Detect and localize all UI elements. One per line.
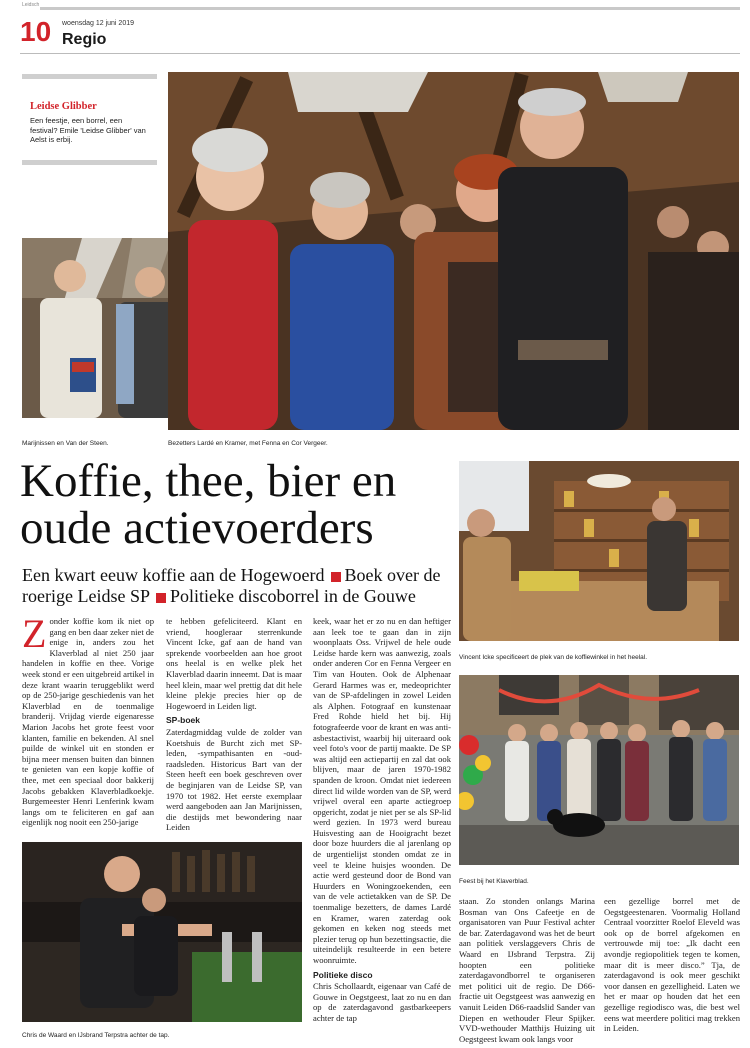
top-tiny-mark: Leidsch — [22, 2, 40, 8]
photo-feest-klaverblad — [459, 675, 739, 865]
column-2-text-a: te hebben gefeliciteerd. Klant en vriend, hoogleraar sterrenkunde Vincent Icke, gaf aan de hand van sprekende voorbeelden aan hoe groot ons heelal is en welke plek het Klaverblad daarin inneemt. Dat is maar heel klein, maar wel prettig dat dit hele kleine plekje precies hier op de Hogewoerd in Leiden ligt. — [166, 616, 302, 711]
column-3-text-b: Chris Schollaardt, eigenaar van Café de Gouwe in Oegstgeest, laat zo nu en dan op de zaterdagavond gastbarkeepers achter de tap — [313, 981, 451, 1023]
caption-bar-photo: Chris de Waard en IJsbrand Terpstra achter de tap. — [22, 1032, 170, 1039]
column-1-text: onder koffie kom ik niet op gang en ben daar zeker niet de enige in, anders zou het Klaverblad al niet 250 jaar handelen in koffie en thee. Vorige week stond er een uitgebreid artikel in deze krant waarin teruggeblikt werd op de 250-jarige geschiedenis van het Klaverblad en de toenmalige branderij. Vrijdag vierde eigenaresse Marion Jacobs het grote feest voor klanten, familie en bekenden. Al snel puilde de winkel uit en stonden er bijna meer mensen buiten dan binnen te genieten van een kopje koffie of thee, met een speciaal door bakkerij Jacobs gebakken Klaverbladkoekje. Burgemeester Henri Lenferink kwam langs om te feliciteren en gaf aan eigenlijk nog nooit een 250-jarige — [22, 616, 154, 828]
infobox-body: Een feestje, een borrel, een festival? Emile 'Leidse Glibber' van Aelst is erbij. — [30, 116, 146, 144]
drop-cap: Z — [22, 616, 47, 656]
subhead-part-2: Boek over de roerige Leidse SP — [22, 565, 441, 606]
section-title: Regio — [62, 31, 107, 48]
intertitle-politieke-disco: Politieke disco — [313, 969, 373, 980]
columnist-infobox — [22, 74, 157, 166]
caption-big-photo: Bezetters Lardé en Kramer, met Fenna en Cor Vergeer. — [168, 440, 328, 447]
intertitle-sp-boek: SP-boek — [166, 715, 201, 726]
red-bullet-square — [331, 572, 341, 582]
article-column-4 — [459, 896, 595, 1044]
infobox-top-bar — [22, 74, 157, 79]
top-grey-rule — [40, 7, 740, 10]
issue-date: woensdag 12 juni 2019 — [62, 20, 135, 27]
headline-line-1: Koffie, thee, bier en — [20, 455, 397, 507]
column-5-text: een gezellige borrel met de Oegstgeestenaren. Voormalig Holland Centraal voorzitter Roelof Eleveld was ook op de borrel afgekomen en vertrouwde mij toe: „Ik dacht een avondje regiopolitiek tegen te komen, maar dit is meer disco.” Tja, de zaterdagavond is ook meer geschikt voor dansen en gezelligheid. Laten we het er maar op houden dat het een gezellige regiodisco was, die best wel eens wat meerdere politici mag trekken in Leiden. — [604, 896, 740, 1034]
caption-party-photo: Feest bij het Klaverblad. — [459, 878, 529, 885]
infobox-title: Leidse Glibber — [30, 101, 97, 112]
caption-small-photo: Marijnissen en Van der Steen. — [22, 440, 109, 447]
red-bullet-square — [156, 593, 166, 603]
article-column-3 — [313, 616, 451, 1042]
subhead-part-1: Een kwart eeuw koffie aan de Hogewoerd — [22, 565, 325, 585]
article-headline — [20, 455, 450, 554]
article-column-5 — [604, 896, 740, 1044]
article-column-1 — [22, 616, 154, 836]
headline-line-2: oude actievoerders — [20, 502, 374, 554]
column-3-text: keek, waar het er zo nu en dan heftiger aan leek toe te gaan dan in zijn woonplaats Oss. Vrijwel de hele oude Leidse harde kern was aanwezig, zoals onder anderen Cor en Fenna Vergeer en Tim van Houten. Ook de Alphenaar Gerard Harmes was er, medeoprichter van de SP-afdelingen in zowel Leiden als Alphen. Fotograaf en kunstenaar Fred Rohde hield het bij. Hij fotografeerde voor de krant en was anti-asbestactivist, waarbij hij uiteraard ook veel foto's voor de partij maakte. De SP was altijd een actiepartij en zal dat ook blijven, maar de jaren 1970-1982 spanden de kroon. Omdat niet iedereen direct lid wilde worden van de SP, werd vrijwel overal een aparte actiegroep opgericht, zodat je niet per se als SP-lid werd gezien. In 1973 werd bureau Huisvesting aan de Hooigracht bezet door boze huurders die al jarenlang op de urgentielijst stonden omdat ze in veel te kleine huisjes woonden. De actie werd gesteund door de Bond van Huurders en Woningzoekenden, een van de vele actietakken van de SP. De toenmalige bezetters, de dames Lardé en Kramer, waren zaterdag ook gekomen en keken nog steeds met plezier terug op hun bezettingsactie, die uiteindelijk resulteerde in een betere woonruimte. — [313, 616, 451, 965]
photo-sp-group — [168, 72, 739, 430]
caption-shop-photo: Vincent Icke specificeert de plek van de koffiewinkel in het heelal. — [459, 654, 648, 661]
infobox-bottom-bar — [22, 160, 157, 165]
subhead-part-3: Politieke discoborrel in de Gouwe — [169, 586, 416, 606]
column-2-text-b: Zaterdagmiddag vulde de zolder van Koetshuis de Burcht zich met SP-leden, -sympathisanten en -oud-raadsleden. Historicus Bart van der Steen heeft een boek geschreven over de beginjaren van de Leidse SP, van 1970 tot 1982. Het eerste exemplaar werd aangeboden aan Jan Marijnissen, die destijds met bewondering naar Leiden — [166, 726, 302, 833]
header-rule — [20, 53, 740, 54]
page-number: 10 — [20, 16, 52, 47]
article-column-2 — [166, 616, 302, 836]
column-4-text: staan. Zo stonden onlangs Marina Bosman van Ons Cafeetje en de organisatoren van Puur Festival achter de bar. Zaterdagavond was het de beurt aan politiek verslaggevers Chris de Waard en IJsbrand Terpstra. Zij hoopten een politieke zaterdagavondborrel te organiseren met politici uit de regio. De D66-fractie uit Oegstgeest was aanwezig en vanuit Leiden D66-raadslid Sander van Diepen en wethouder Fleur Spijker. VVD-wethouder Matthijs Huizing uit Oegstgeest kwam ook langs voor — [459, 896, 595, 1044]
photo-bar-tap — [22, 842, 302, 1022]
article-subhead — [22, 565, 452, 607]
photo-koffiewinkel — [459, 461, 739, 641]
